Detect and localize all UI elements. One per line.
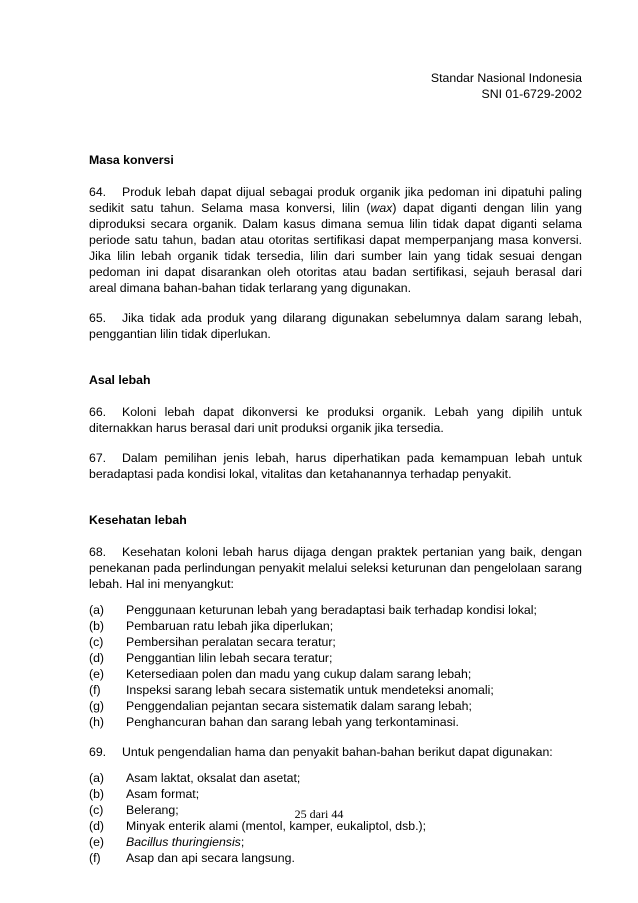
list-item: (h) Penghancuran bahan dan sarang lebah yang terkontaminasi. — [89, 715, 459, 729]
list-item: (f) Inspeksi sarang lebah secara sistematik untuk mendeteksi anomali; — [89, 683, 494, 697]
page-number-footer: 25 dari 44 — [294, 807, 344, 821]
list-item: (c) Belerang; — [89, 803, 179, 817]
paragraph-64: 64. Produk lebah dapat dijual sebagai produk organik jika pedoman ini dipatuhi paling sedikit satu tahun. Selama masa konversi, lilin (wax) dapat diganti dengan lilin yang diproduksi secara organik. Dalam kasus dimana semua lilin tidak dapat diganti selama periode satu tahun, badan atau otoritas sertifikasi dapat memperpanjang masa konversi. Jika lilin lebah organik tidak tersedia, lilin dari sumber lain yang tidak sesuai dengan pedoman ini dapat disarankan oleh otoritas atau badan sertifikasi, sejauh berasal dari areal dimana bahan-bahan tidak terlarang yang digunakan. — [89, 185, 582, 295]
paragraph-number: 64. — [89, 185, 107, 199]
list-item: (d) Minyak enterik alami (mentol, kamper, eukaliptol, dsb.); — [89, 819, 427, 833]
paragraph-number: 66. — [89, 405, 107, 419]
paragraph-69: 69. Untuk pengendalian hama dan penyakit bahan-bahan berikut dapat digunakan: — [89, 745, 553, 759]
section-title-asal-lebah: Asal lebah — [89, 373, 151, 387]
paragraph-66: 66. Koloni lebah dapat dikonversi ke produksi organik. Lebah yang dipilih untuk diternakkan harus berasal dari unit produksi organik jika tersedia. — [89, 405, 582, 435]
paragraph-number: 65. — [89, 311, 107, 325]
standard-code: SNI 01-6729-2002 — [481, 87, 582, 101]
list-item: (f) Asap dan api secara langsung. — [89, 851, 295, 865]
section-title-kesehatan-lebah: Kesehatan lebah — [89, 513, 187, 527]
list-item: (b) Pembaruan ratu lebah jika diperlukan; — [89, 619, 334, 633]
list-68 — [89, 602, 582, 730]
section-title-masa-konversi: Masa konversi — [89, 153, 174, 167]
list-item: (c) Pembersihan peralatan secara teratur; — [89, 635, 336, 649]
document-page — [89, 70, 582, 866]
standard-name: Standar Nasional Indonesia — [430, 71, 582, 85]
list-item: (g) Penggendalian pejantan secara sistematik dalam sarang lebah; — [89, 699, 472, 713]
paragraph-67: 67. Dalam pemilihan jenis lebah, harus diperhatikan pada kemampuan lebah untuk beradaptasi pada kondisi lokal, vitalitas dan ketahanannya terhadap penyakit. — [89, 451, 582, 481]
paragraph-number: 68. — [89, 545, 107, 559]
list-item: (a) Penggunaan keturunan lebah yang beradaptasi baik terhadap kondisi lokal; — [89, 603, 537, 617]
document-header — [89, 70, 582, 102]
list-item: (d) Penggantian lilin lebah secara teratur; — [89, 651, 333, 665]
paragraph-65: 65. Jika tidak ada produk yang dilarang digunakan sebelumnya dalam sarang lebah, penggantian lilin tidak diperlukan. — [89, 311, 582, 341]
paragraph-number: 69. — [89, 745, 107, 759]
list-item: (b) Asam format; — [89, 787, 200, 801]
list-item: (e) Ketersediaan polen dan madu yang cukup dalam sarang lebah; — [89, 667, 472, 681]
list-item: (e) Bacillus thuringiensis; — [89, 835, 245, 849]
paragraph-number: 67. — [89, 451, 107, 465]
list-item: (a) Asam laktat, oksalat dan asetat; — [89, 771, 301, 785]
paragraph-68: 68. Kesehatan koloni lebah harus dijaga dengan praktek pertanian yang baik, dengan penekanan pada perlindungan penyakit melalui seleksi keturunan dan pengelolaan sarang lebah. Hal ini menyangkut: — [89, 545, 582, 591]
